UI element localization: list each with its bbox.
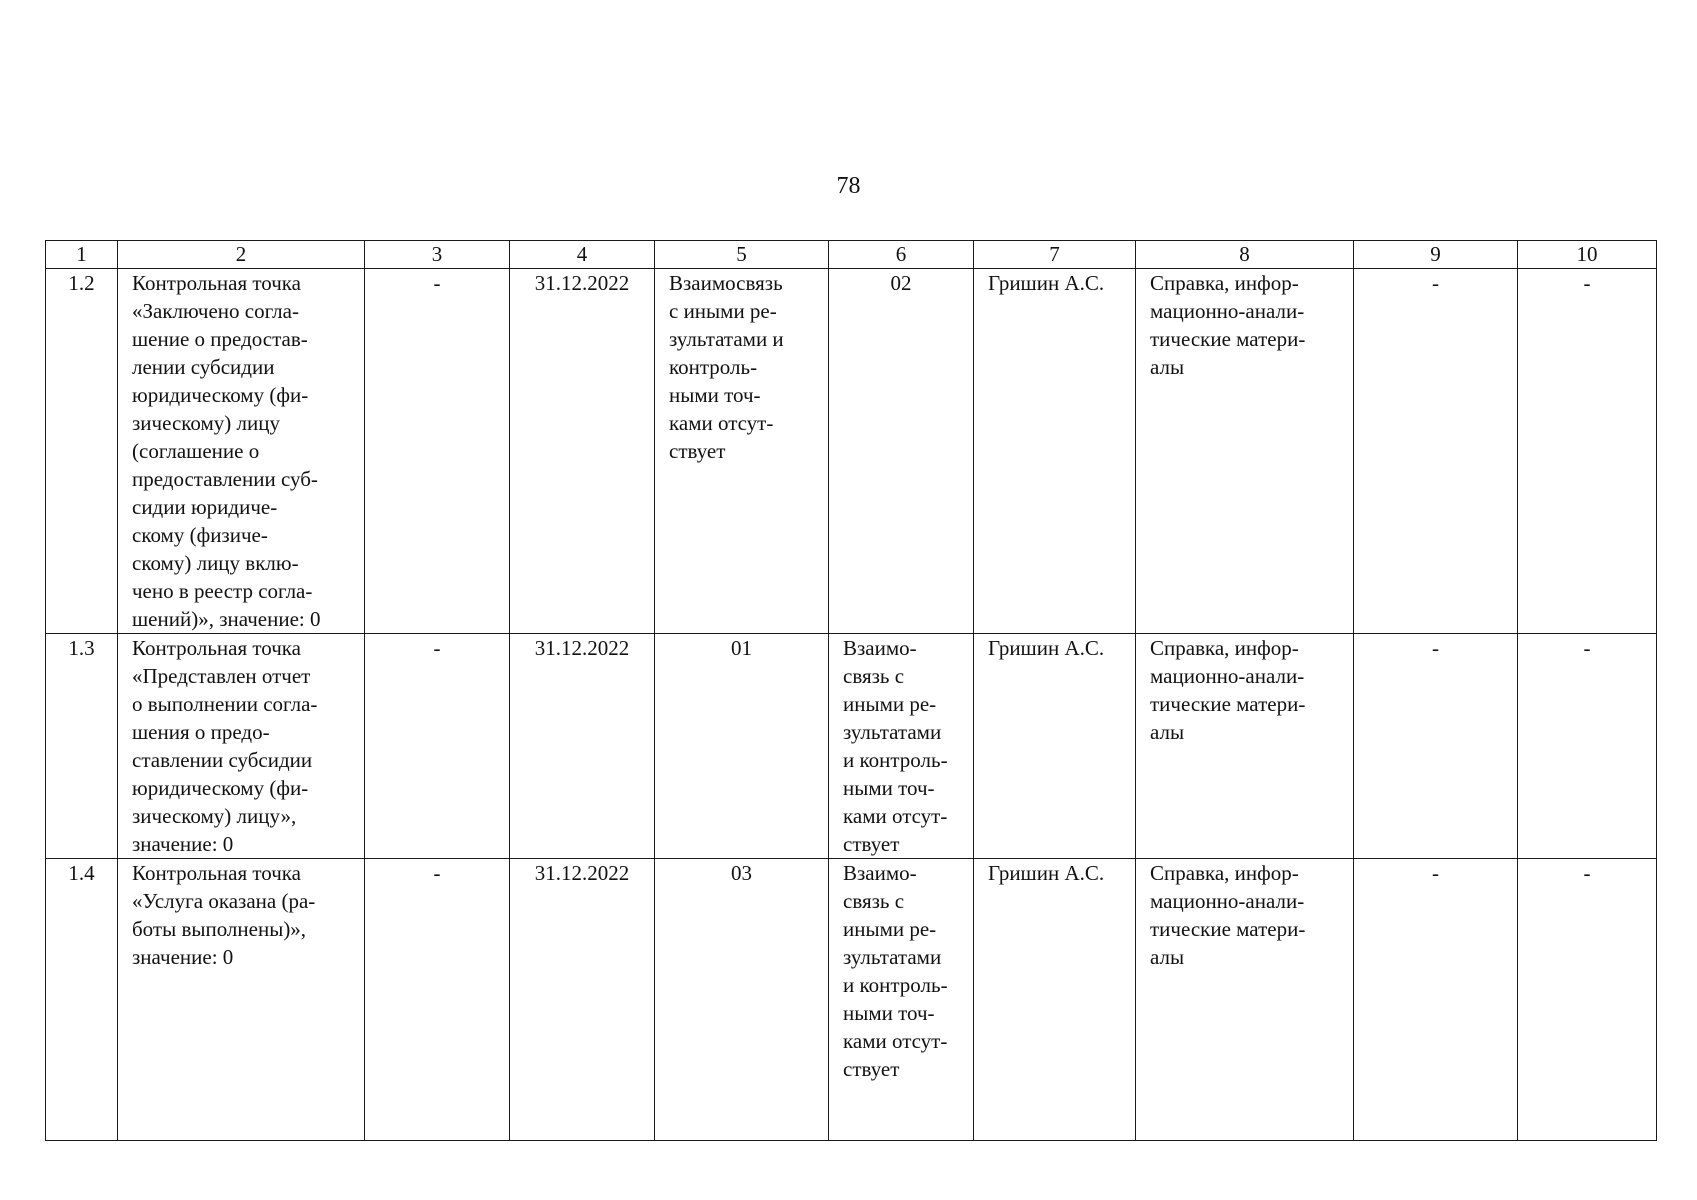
- due-date: 31.12.2022: [510, 859, 655, 1141]
- text-line: ками отсут-: [669, 411, 774, 435]
- text-line: юридическому (фи-: [132, 383, 309, 407]
- text-line: и контроль-: [843, 973, 948, 997]
- text-line: Контрольная точка: [132, 861, 302, 885]
- cell-col10: -: [1518, 859, 1657, 1141]
- text-line: ствует: [669, 439, 726, 463]
- text-line: 02: [890, 271, 912, 295]
- text-line: Справка, инфор-: [1150, 636, 1299, 660]
- text-line: иными ре-: [843, 917, 937, 941]
- confirming-document: [1136, 634, 1354, 859]
- text-line: Контрольная точка: [132, 271, 302, 295]
- text-line: ными точ-: [843, 1001, 935, 1025]
- text-line: 03: [731, 861, 752, 885]
- text-line: скому (физиче-: [132, 523, 268, 547]
- text-line: «Услуга оказана (ра-: [132, 889, 316, 913]
- text-line: тические матери-: [1150, 692, 1306, 716]
- control-point-name: [118, 859, 365, 1141]
- row-number: 1.3: [46, 634, 118, 859]
- text-line: чено в реестр согла-: [132, 579, 313, 603]
- text-line: о выполнении согла-: [132, 692, 318, 716]
- text-line: Справка, инфор-: [1150, 271, 1299, 295]
- text-line: скому) лицу вклю-: [132, 551, 299, 575]
- text-line: мационно-анали-: [1150, 664, 1305, 688]
- text-line: шение о предостав-: [132, 327, 308, 351]
- text-line: Взаимосвязь: [669, 271, 783, 295]
- cell-col10: -: [1518, 634, 1657, 859]
- column-number: 1: [46, 241, 118, 269]
- cell-col9: -: [1354, 634, 1518, 859]
- cell-col5: [655, 859, 829, 1141]
- text-line: Взаимо-: [843, 636, 917, 660]
- confirming-document: [1136, 269, 1354, 634]
- cell-col6: [829, 859, 974, 1141]
- row-number: 1.2: [46, 269, 118, 634]
- due-date: 31.12.2022: [510, 634, 655, 859]
- column-number: 10: [1518, 241, 1657, 269]
- control-point-name: [118, 269, 365, 634]
- text-line: Справка, инфор-: [1150, 861, 1299, 885]
- control-points-table: [45, 240, 1657, 1141]
- text-line: связь с: [843, 889, 905, 913]
- cell-col6: [829, 269, 974, 634]
- text-line: предоставлении суб-: [132, 467, 318, 491]
- text-line: зультатами: [843, 720, 942, 744]
- cell-col6: [829, 634, 974, 859]
- cell-col5: [655, 269, 829, 634]
- text-line: Контрольная точка: [132, 636, 302, 660]
- text-line: сидии юридиче-: [132, 495, 278, 519]
- column-number: 7: [974, 241, 1136, 269]
- cell-col3: -: [365, 634, 510, 859]
- text-line: ками отсут-: [843, 1029, 948, 1053]
- text-line: мационно-анали-: [1150, 299, 1305, 323]
- text-line: шения о предо-: [132, 720, 270, 744]
- page-number: 78: [836, 173, 861, 199]
- text-line: ными точ-: [843, 776, 935, 800]
- text-line: и контроль-: [843, 748, 948, 772]
- table-row: [46, 269, 1657, 634]
- text-line: с иными ре-: [669, 299, 777, 323]
- text-line: юридическому (фи-: [132, 776, 309, 800]
- column-number-row: [46, 241, 1657, 269]
- due-date: 31.12.2022: [510, 269, 655, 634]
- text-line: контроль-: [669, 355, 758, 379]
- cell-col3: -: [365, 859, 510, 1141]
- text-line: зическому) лицу: [132, 411, 280, 435]
- column-number: 6: [829, 241, 974, 269]
- column-number: 3: [365, 241, 510, 269]
- text-line: ными точ-: [669, 383, 761, 407]
- text-line: ставлении субсидии: [132, 748, 313, 772]
- text-line: зическому) лицу»,: [132, 804, 297, 828]
- text-line: «Представлен отчет: [132, 664, 311, 688]
- text-line: связь с: [843, 664, 905, 688]
- cell-col10: -: [1518, 269, 1657, 634]
- confirming-document: [1136, 859, 1354, 1141]
- text-line: Взаимо-: [843, 861, 917, 885]
- text-line: ками отсут-: [843, 804, 948, 828]
- text-line: шений)», значение: 0: [132, 607, 321, 631]
- text-line: зультатами: [843, 945, 942, 969]
- cell-col5: [655, 634, 829, 859]
- text-line: мационно-анали-: [1150, 889, 1305, 913]
- responsible-person: Гришин А.С.: [974, 859, 1136, 1141]
- text-line: значение: 0: [132, 832, 234, 856]
- text-line: тические матери-: [1150, 327, 1306, 351]
- text-line: лении субсидии: [132, 355, 275, 379]
- text-line: «Заключено согла-: [132, 299, 299, 323]
- text-line: тические матери-: [1150, 917, 1306, 941]
- text-line: (соглашение о: [132, 439, 260, 463]
- text-line: боты выполнены)»,: [132, 917, 307, 941]
- text-line: ствует: [843, 832, 900, 856]
- text-line: иными ре-: [843, 692, 937, 716]
- text-line: алы: [1150, 945, 1185, 969]
- table-row: [46, 634, 1657, 859]
- control-point-name: [118, 634, 365, 859]
- text-line: значение: 0: [132, 945, 234, 969]
- text-line: алы: [1150, 355, 1185, 379]
- cell-col9: -: [1354, 269, 1518, 634]
- column-number: 8: [1136, 241, 1354, 269]
- table-row: [46, 859, 1657, 1141]
- column-number: 5: [655, 241, 829, 269]
- text-line: алы: [1150, 720, 1185, 744]
- responsible-person: Гришин А.С.: [974, 269, 1136, 634]
- column-number: 9: [1354, 241, 1518, 269]
- text-line: зультатами и: [669, 327, 784, 351]
- text-line: ствует: [843, 1057, 900, 1081]
- text-line: 01: [731, 636, 752, 660]
- cell-col9: -: [1354, 859, 1518, 1141]
- cell-col3: -: [365, 269, 510, 634]
- responsible-person: Гришин А.С.: [974, 634, 1136, 859]
- column-number: 2: [118, 241, 365, 269]
- row-number: 1.4: [46, 859, 118, 1141]
- column-number: 4: [510, 241, 655, 269]
